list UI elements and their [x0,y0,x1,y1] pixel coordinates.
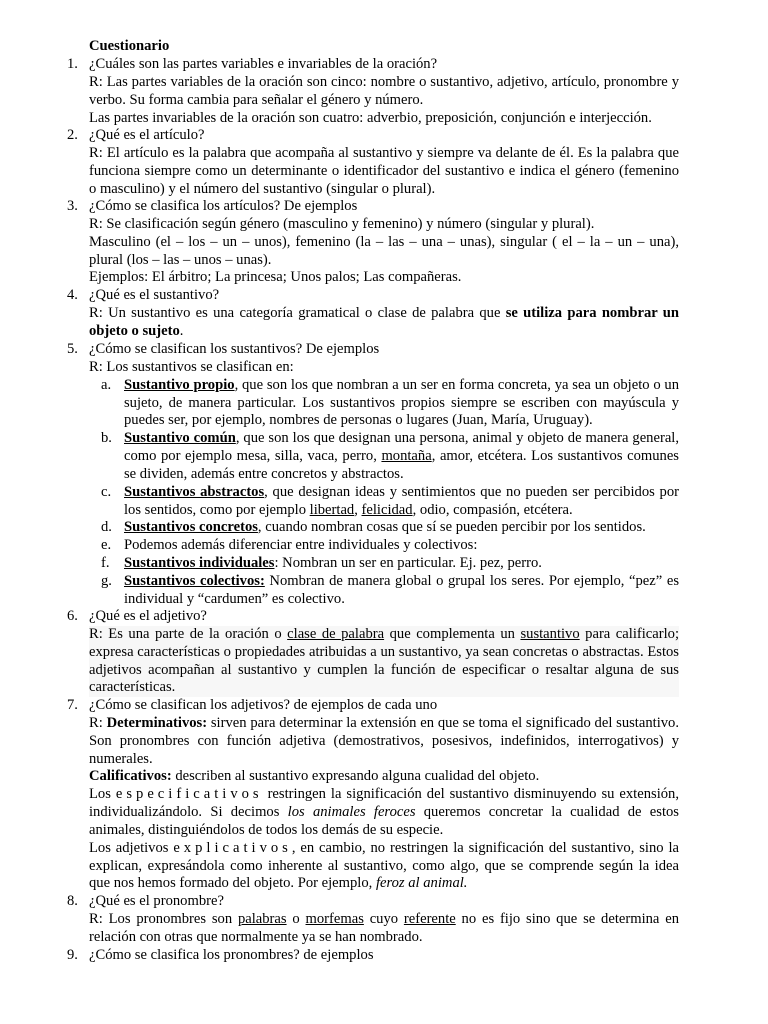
list-letter: c. [101,483,112,500]
question-number: 5. [67,341,78,357]
list-letter: g. [101,572,112,589]
answer-text: R: El artículo es la palabra que acompaña al sustantivo y siempre va delante de él. Es la palabra que funciona siempre como un determinante o identificador del sustantivo e indica el género (femenino o masculino) y el número del sustantivo (singular o plural). [89,144,679,197]
term: Sustantivo común [124,430,236,447]
link-text: sustantivo [520,625,580,642]
answer-text: R: Un sustantivo es una categoría gramatical o clase de palabra que se utiliza para nombrar un objeto o sujeto. [89,304,680,339]
list-letter: a. [101,376,112,393]
answer-text: Ejemplos: El árbitro; La princesa; Unos palos; Las compañeras. [89,269,462,286]
link-text: clase de palabra [287,625,385,642]
term: Sustantivos individuales [124,555,275,572]
spaced-term: especificativos [115,786,263,803]
question-number: 3. [67,198,78,214]
answer-text: R: Los sustantivos se clasifican en: [89,358,294,375]
answer-text: R: Los pronombres son palabras o morfemas cuyo referente no es fijo sino que se determina en relación con otras que normalmente ya se han nombrado. [89,910,679,945]
answer-text: R: Determinativos: sirven para determinar la extensión en que se toma el significado del sustantivo. Son pronombres con función adjetiva (demostrativos, posesivos, indefinidos, interrogativos) y numerales. [89,714,679,767]
spaced-term: explicativos [173,839,292,856]
question-text: ¿Qué es el artículo? [89,127,205,143]
question-8 [67,893,679,947]
question-text: ¿Cómo se clasifican los sustantivos? De ejemplos [89,341,380,357]
italic-example: feroz al animal. [375,875,468,892]
question-text: ¿Qué es el adjetivo? [89,608,207,624]
question-number: 7. [67,697,78,713]
question-number: 8. [67,893,78,909]
link-text: palabras [237,910,287,927]
list-item: b. Sustantivo común, que son los que designan una persona, animal y objeto de manera general, como por ejemplo mesa, silla, vaca, perro, montaña, amor, etcétera. Los sustantivos comunes se dividen, además entre concretos y abstractos. [101,430,679,482]
answer-text: Masculino (el – los – un – unos), femenino (la – las – una – unas), singular ( el – la – un – una), plural (los – las – unos – unas). [89,233,679,268]
list-item: a. Sustantivo propio, que son los que nombran a un ser en forma concreta, ya sea un objeto o un sujeto, de manera particular. Los sustantivos propios siempre se escriben con mayúscula y puedes ser, por ejemplo, nombres de personas o lugares (Juan, María, Uruguay). [101,376,680,429]
list-letter: f. [101,555,110,572]
question-number: 1. [67,56,78,72]
example-link: felicidad [361,501,413,518]
term: Sustantivos abstractos [124,483,265,500]
question-text: ¿Cómo se clasifican los adjetivos? de ejemplos de cada uno [89,697,438,713]
list-item: g. Sustantivos colectivos: Nombran de manera global o grupal los seres. Por ejemplo, “pez” es individual y “cardumen” es colectivo. [101,572,679,607]
question-text: ¿Qué es el pronombre? [89,893,224,909]
list-item: d. Sustantivos concretos, cuando nombran cosas que sí se pueden percibir por los sentidos. [101,519,646,536]
question-1 [67,56,679,127]
question-text: ¿Qué es el sustantivo? [89,287,220,303]
term: Sustantivos colectivos: [124,572,265,589]
list-letter: b. [101,430,112,447]
list-letter: e. [101,537,112,554]
document-title: Cuestionario [89,38,170,54]
answer-text: Calificativos: describen al sustantivo expresando alguna cualidad del objeto. [89,768,540,785]
answer-text: R: Es una parte de la oración o clase de palabra que complementa un sustantivo para calificarlo; expresa características o propiedades atribuidas a un sustantivo, ya sean concretas o abstractas. Estos adjetivos acompañan al sustantivo y cumplen la función de especificar o resaltar alguna de sus características. [89,625,680,696]
question-text: ¿Cómo se clasifica los artículos? De ejemplos [89,198,358,214]
question-number: 6. [67,608,78,624]
list-item: c. Sustantivos abstractos, que designan ideas y sentimientos que no pueden ser percibidos por los sentidos, como por ejemplo libertad, felicidad, odio, compasión, etcétera. [101,483,679,518]
question-number: 9. [67,947,78,963]
list-item: e. Podemos además diferenciar entre individuales y colectivos: [101,537,478,554]
answer-text: R: Las partes variables de la oración son cinco: nombre o sustantivo, adjetivo, artículo, pronombre y verbo. Su forma cambia para señalar el género y número. [89,73,679,108]
question-number: 2. [67,127,78,143]
question-4 [67,287,679,341]
bold-phrase: se utiliza para nombrar un objeto o sujeto [89,304,680,339]
question-7 [67,697,679,893]
term: Sustantivos concretos [124,519,258,536]
list-item: f. Sustantivos individuales: Nombran un ser en particular. Ej. pez, perro. [101,555,542,572]
italic-example: los animales feroces [287,804,416,821]
question-9 [67,947,679,965]
question-5 [67,341,679,609]
question-6 [67,608,679,697]
example-link: libertad [309,501,355,518]
answer-text: R: Se clasificación según género (masculino y femenino) y número (singular y plural). [89,215,595,232]
question-2 [67,127,679,198]
list-letter: d. [101,519,112,536]
question-text: ¿Cuáles son las partes variables e invariables de la oración? [89,56,438,72]
answer-text: Las partes invariables de la oración son cuatro: adverbio, preposición, conjunción e interjección. [89,109,652,126]
question-3 [67,198,679,287]
term: Determinativos: [106,714,208,731]
example-link: montaña [381,448,432,465]
answer-text: Los adjetivos explicativos, en cambio, no restringen la significación del sustantivo, sino la explican, expresándola como inherente al sustantivo, como algo, que se comprende según la idea que nos hemos formado del objeto. Por ejemplo, feroz al animal. [89,839,679,892]
answer-text: Los especificativos restringen la significación del sustantivo disminuyendo su extensión, individualizándolo. Si decimos los animales feroces queremos concretar la cualidad de estos animales, distinguiéndolos de todos los demás de su especie. [89,786,679,838]
term: Calificativos: [89,768,172,785]
question-text: ¿Cómo se clasifica los pronombres? de ejemplos [89,947,374,963]
question-number: 4. [67,287,78,303]
link-text: referente [403,910,456,927]
link-text: morfemas [305,910,364,927]
term: Sustantivo propio [124,376,235,393]
